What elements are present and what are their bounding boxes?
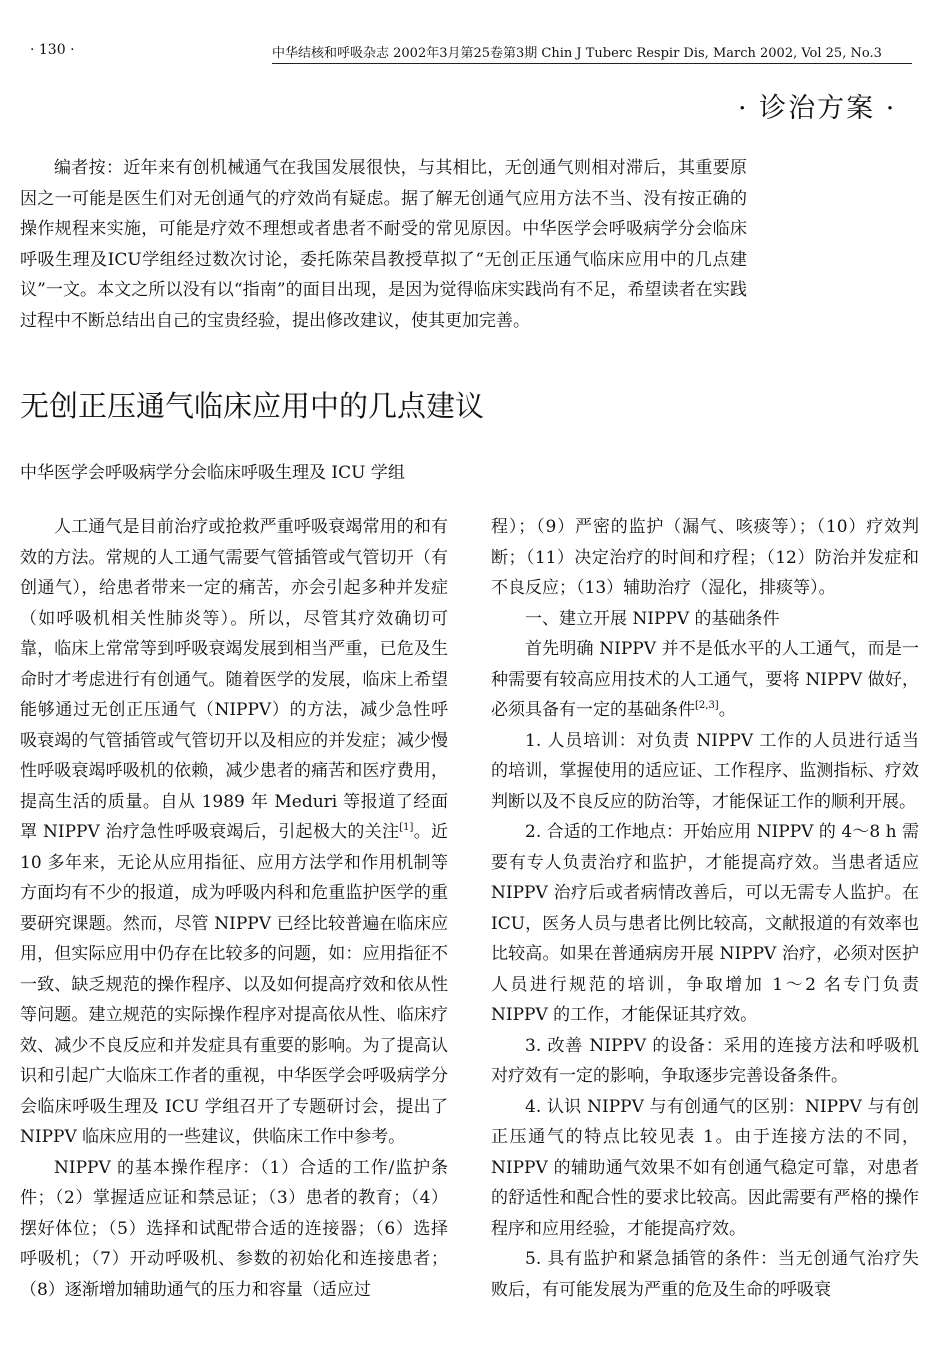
procedure-paragraph: NIPPV 的基本操作程序：（1）合适的工作/监护条件；（2）掌握适应证和禁忌证；（3）患者的教育；（4）摆好体位；（5）选择和试配带合适的连接器；（6）选择呼吸机；（7）开动呼吸机、参数的初始化和连接患者；（8）逐渐增加辅助通气的压力和容量（适应过: [20, 1157, 448, 1300]
article-title: 无创正压通气临床应用中的几点建议: [20, 389, 485, 423]
left-column: [20, 512, 448, 1305]
item-staff-training: 1. 人员培训：对负责 NIPPV 工作的人员进行适当的培训，掌握使用的适应证、工作程序、监测指标、疗效判断以及不良反应的防治等，才能保证工作的顺利开展。: [491, 730, 919, 812]
section-tag: · 诊治方案 ·: [738, 93, 897, 124]
intro-text-b: 。近 10 多年来，无论从应用指征、应用方法学和作用机制等方面均有不少的报道，成为呼吸内科和危重监护医学的重要研究课题。然而，尽管 NIPPV 已经比较普遍在临床应用，但实际应用中仍存在比较多的问题，如：应用指征不一致、缺乏规范的操作程序、以及如何提高疗效和依从性等问题。建立规范的实际操作程序对提高依从性、临床疗效、减少不良反应和并发症具有重要的影响。为了提高认识和引起广大临床工作者的重视，中华医学会呼吸病学分会临床呼吸生理及 ICU 学组召开了专题研讨会，提出了 NIPPV 临床应用的一些建议，供临床工作中参考。: [20, 822, 448, 1147]
item-equipment: 3. 改善 NIPPV 的设备：采用的连接方法和呼吸机对疗效有一定的影响，争取逐步完善设备条件。: [491, 1035, 919, 1086]
header-rule: [272, 63, 912, 64]
section-intro-text-b: 。: [718, 700, 736, 720]
intro-text-a: 人工通气是目前治疗或抢救严重呼吸衰竭常用的和有效的方法。常规的人工通气需要气管插管或气管切开（有创通气），给患者带来一定的痛苦，亦会引起多种并发症（如呼吸机相关性肺炎等）。所以，尽管其疗效确切可靠，临床上常常等到呼吸衰竭发展到相当严重，已危及生命时才考虑进行有创通气。随着医学的发展，临床上希望能够通过无创正压通气（NIPPV）的方法，减少急性呼吸衰竭的气管插管或气管切开以及相应的并发症；减少慢性呼吸衰竭呼吸机的依赖，减少患者的痛苦和医疗费用，提高生活的质量。自从 1989 年 Meduri 等报道了经面罩 NIPPV 治疗急性呼吸衰竭后，引起极大的关注: [20, 517, 448, 842]
citation-ref: [2,3]: [695, 700, 719, 711]
right-column: [491, 512, 919, 1305]
journal-running-header: 中华结核和呼吸杂志 2002年3月第25卷第3期 Chin J Tuberc Respir Dis, March 2002, Vol 25, No.3: [272, 46, 882, 61]
procedure-continuation: 程）；（9）严密的监护（漏气、咳痰等）；（10）疗效判断；（11）决定治疗的时间和疗程；（12）防治并发症和不良反应；（13）辅助治疗（湿化，排痰等）。: [491, 517, 919, 598]
editor-note: 编者按：近年来有创机械通气在我国发展很快，与其相比，无创通气则相对滞后，其重要原因之一可能是医生们对无创通气的疗效尚有疑虑。据了解无创通气应用方法不当、没有按正确的操作规程来实施，可能是疗效不理想或者患者不耐受的常见原因。中华医学会呼吸病学分会临床呼吸生理及ICU学组经过数次讨论，委托陈荣昌教授草拟了“无创正压通气临床应用中的几点建议”一文。本文之所以没有以“指南”的面目出现，是因为觉得临床实践尚有不足，希望读者在实践过程中不断总结出自己的宝贵经验，提出修改建议，使其更加完善。: [20, 158, 747, 331]
article-author: 中华医学会呼吸病学分会临床呼吸生理及 ICU 学组: [20, 463, 405, 483]
item-monitoring: 5. 具有监护和紧急插管的条件：当无创通气治疗失败后，有可能发展为严重的危及生命的呼吸衰: [491, 1249, 919, 1300]
section-heading: 一、建立开展 NIPPV 的基础条件: [525, 608, 780, 629]
item-differences: 4. 认识 NIPPV 与有创通气的区别：NIPPV 与有创正压通气的特点比较见表 1。由于连接方法的不同，NIPPV 的辅助通气效果不如有创通气稳定可靠，对患者的舒适性和配合性的要求比较高。因此需要有严格的操作程序和应用经验，才能提高疗效。: [491, 1096, 919, 1239]
item-work-location: 2. 合适的工作地点：开始应用 NIPPV 的 4～8 h 需要有专人负责治疗和监护，才能提高疗效。当患者适应 NIPPV 治疗后或者病情改善后，可以无需专人监护。在 ICU，医务人员与患者比例比较高，文献报道的有效率也比较高。如果在普通病房开展 NIPPV 治疗，必须对医护人员进行规范的培训，争取增加 1～2 名专门负责 NIPPV 的工作，才能保证其疗效。: [491, 822, 919, 1025]
page-number: · 130 ·: [30, 42, 75, 58]
section-intro-text-a: 首先明确 NIPPV 并不是低水平的人工通气，而是一种需要有较高应用技术的人工通气，要将 NIPPV 做好，必须具备有一定的基础条件: [491, 639, 919, 720]
intro-paragraph: [20, 512, 448, 1153]
section-intro-paragraph: [491, 634, 919, 726]
citation-ref: [1]: [399, 822, 414, 833]
